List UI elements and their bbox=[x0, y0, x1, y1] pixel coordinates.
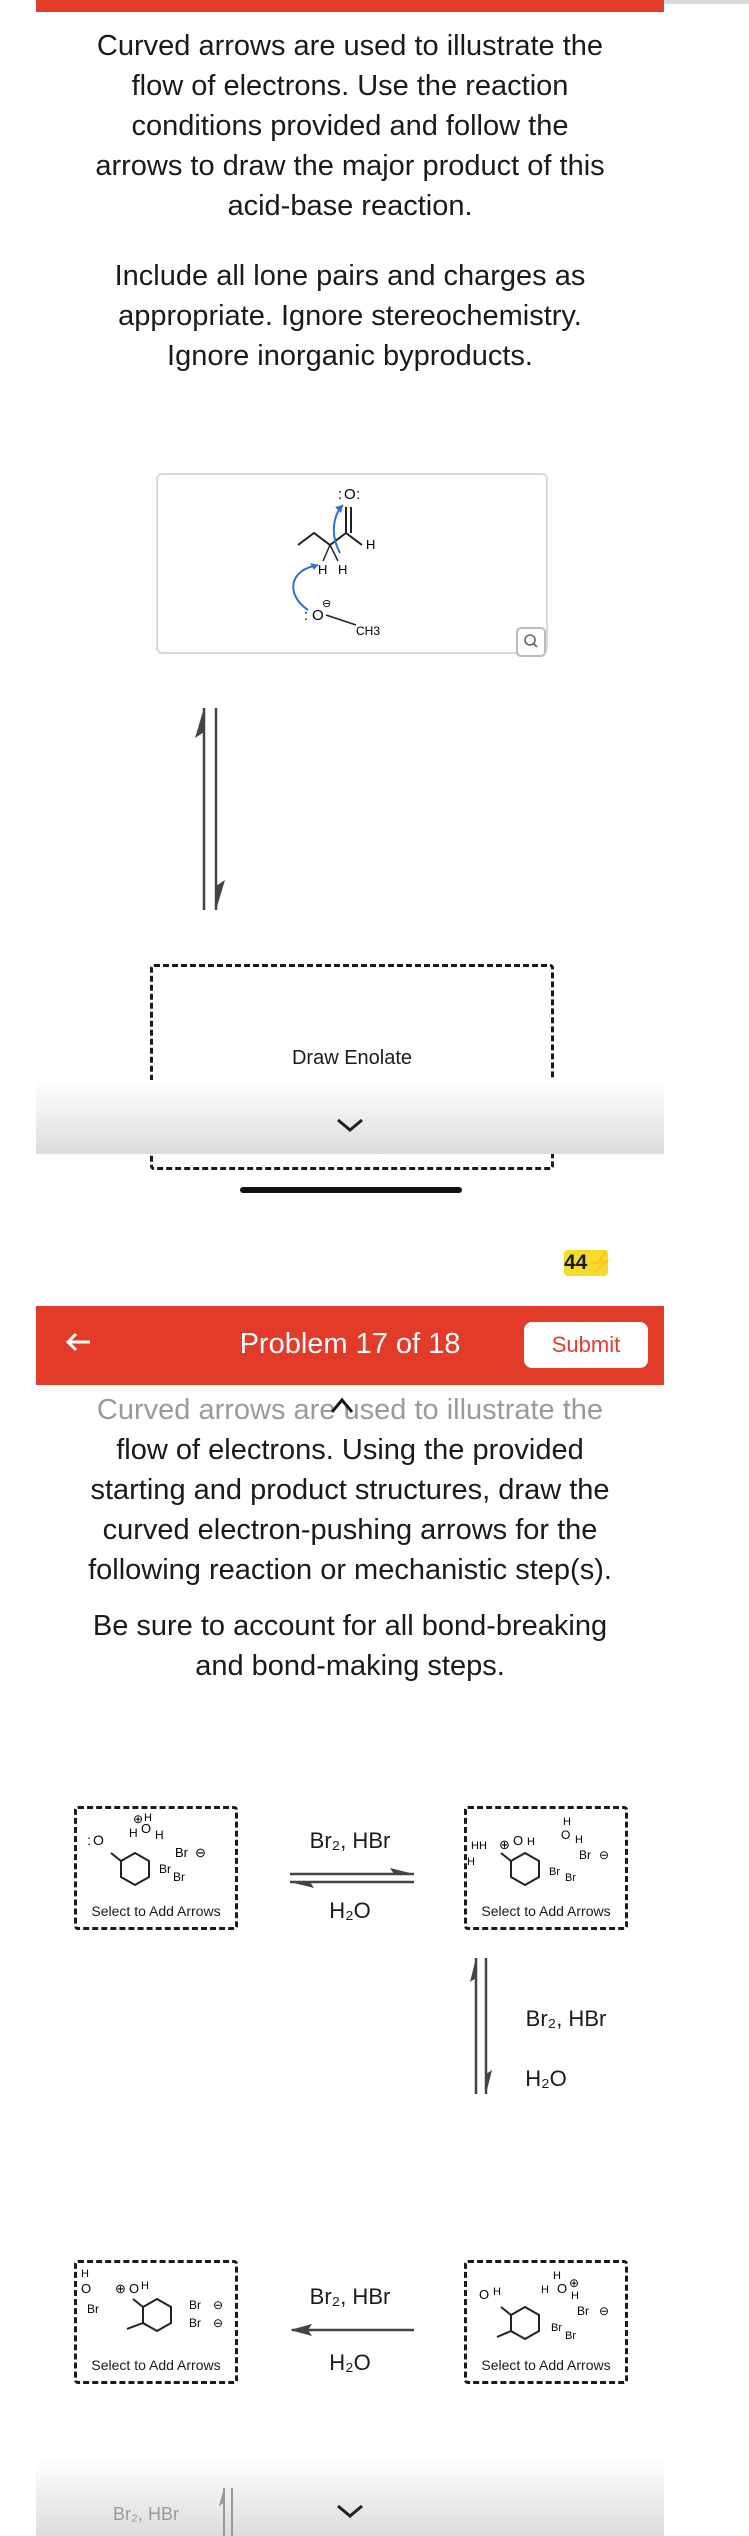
question-text: Curved arrows are used to illustrate the flow of electrons. Use the reaction conditions provided and follow the arrows to draw the major product of this acid-base reaction. bbox=[95, 30, 605, 222]
step4-hydronium-h2: H bbox=[541, 2284, 549, 2296]
step1-select-label: Select to Add Arrows bbox=[91, 1903, 221, 1919]
methoxide-charge: ⊖ bbox=[322, 598, 332, 610]
step4-hydronium-h3: H bbox=[571, 2290, 579, 2302]
arrow-left-icon bbox=[58, 1322, 98, 1362]
step3-bromide-1-charge: ⊖ bbox=[213, 2298, 224, 2312]
step3-solvent: H₂O bbox=[329, 2350, 371, 2375]
step3-select-label: Select to Add Arrows bbox=[91, 2357, 221, 2373]
step2-reagent: Br₂, HBr bbox=[525, 2006, 607, 2031]
step2-bromide: Br bbox=[579, 1848, 591, 1862]
expand-caret[interactable] bbox=[326, 1392, 358, 1418]
step4-enol-h: H bbox=[493, 2286, 501, 2298]
step3-bromide-1: Br bbox=[189, 2298, 201, 2312]
top-edge bbox=[664, 0, 749, 4]
step2-bromine-1: Br bbox=[549, 1866, 560, 1878]
alpha-hydrogen-label-1: H bbox=[318, 562, 328, 577]
zoom-button[interactable] bbox=[516, 627, 546, 657]
step1-hydronium-h1: H bbox=[129, 1826, 138, 1840]
equilibrium-arrows-vertical bbox=[186, 698, 246, 920]
question-text-2: Curved arrows are used to illustrate the flow of electrons. Using the provided starting and product structures, draw the curved electron-pushing arrows for the following reaction or mechanistic step(s). bbox=[88, 1394, 612, 1586]
step2-h3: H bbox=[467, 1856, 475, 1868]
step2-solvent: H₂O bbox=[525, 2066, 567, 2091]
methyl-label: CH3 bbox=[356, 624, 381, 638]
step1-carbonyl-o: O bbox=[93, 1832, 104, 1848]
step3-bromide-2: Br bbox=[189, 2316, 201, 2330]
step2-oxonium-h: H bbox=[527, 1836, 535, 1848]
top-red-bar bbox=[36, 0, 664, 12]
step1-solvent: H₂O bbox=[329, 1898, 371, 1923]
step3-reagent: Br₂, HBr bbox=[309, 2284, 391, 2309]
step3-start-box[interactable] bbox=[464, 2260, 628, 2384]
methoxide-oxygen-label: O bbox=[312, 607, 324, 624]
step1-bromide: Br bbox=[175, 1845, 188, 1860]
points-badge: 44⚡ bbox=[564, 1251, 614, 1274]
submit-button[interactable]: Submit bbox=[524, 1322, 648, 1368]
scroll-down-chevron[interactable] bbox=[334, 1114, 366, 1136]
step2-equilibrium-arrows bbox=[462, 1952, 502, 2100]
step1-product-box[interactable] bbox=[464, 1806, 628, 1930]
step2-bromide-charge: ⊖ bbox=[599, 1848, 610, 1862]
step3-product-box[interactable] bbox=[74, 2260, 238, 2384]
instruction-text-2: Be sure to account for all bond-breaking and bond-making steps. bbox=[92, 1610, 608, 1682]
step1-bromide-charge: ⊖ bbox=[195, 1845, 206, 1860]
carbonyl-lone-pair-right: : bbox=[356, 486, 361, 503]
starting-material-structure bbox=[158, 475, 546, 652]
step1-bromine-2: Br bbox=[173, 1870, 185, 1884]
step3-hydroxyl-h: H bbox=[81, 2268, 89, 2280]
step3-hydronium-charge: ⊕ bbox=[115, 2281, 126, 2296]
partial-equilibrium-arrows bbox=[212, 2484, 246, 2536]
alpha-hydrogen-label-2: H bbox=[338, 562, 348, 577]
step4-bromide-charge: ⊖ bbox=[599, 2304, 610, 2318]
step3-hydroxyl-o: O bbox=[81, 2281, 92, 2296]
step1-start-structure bbox=[77, 1809, 235, 1901]
step2-water-h1: H bbox=[563, 1816, 571, 1828]
methoxide-lone-pair: : bbox=[304, 607, 309, 624]
step4-bromide: Br bbox=[577, 2304, 589, 2318]
back-button[interactable] bbox=[58, 1322, 98, 1362]
carbonyl-lone-pair-left: : bbox=[338, 486, 343, 503]
right-margin bbox=[664, 0, 749, 2536]
step3-product-structure bbox=[77, 2263, 235, 2355]
step3-reaction-arrow bbox=[286, 2322, 418, 2338]
step1-product-structure bbox=[467, 1809, 625, 1901]
step4-enol-o: O bbox=[479, 2287, 490, 2302]
starting-material-box[interactable] bbox=[156, 473, 548, 654]
aldehyde-hydrogen-label: H bbox=[366, 537, 376, 552]
step1-product-select-label: Select to Add Arrows bbox=[481, 1903, 611, 1919]
instruction-text: Include all lone pairs and charges as appropriate. Ignore stereochemistry. Ignore inorganic byproducts. bbox=[114, 260, 586, 372]
home-indicator bbox=[240, 1187, 462, 1193]
step2-bromine-2: Br bbox=[565, 1872, 576, 1884]
step1-hydronium-h2: H bbox=[144, 1812, 152, 1824]
step2-oxonium-o: O bbox=[513, 1833, 524, 1848]
step2-h1: H bbox=[471, 1840, 479, 1852]
step3-hydronium-o: O bbox=[129, 2281, 140, 2296]
step1-o-lone-pair: : bbox=[87, 1832, 91, 1848]
step2-oxonium-charge: ⊕ bbox=[499, 1837, 510, 1852]
step3-hydronium-h: H bbox=[141, 2280, 149, 2292]
step4-bromine-1: Br bbox=[551, 2322, 562, 2334]
magnifier-icon bbox=[518, 629, 544, 655]
step4-bromine-2: Br bbox=[565, 2330, 576, 2342]
step1-start-box[interactable] bbox=[74, 1806, 238, 1930]
draw-enolate-label: Draw Enolate bbox=[291, 1047, 413, 1069]
step3-bromide-2-charge: ⊖ bbox=[213, 2316, 224, 2330]
step4-hydronium-h1: H bbox=[553, 2270, 561, 2282]
partial-reagent-label: Br₂, HBr bbox=[113, 2504, 179, 2524]
step3-alpha-bromine: Br bbox=[87, 2302, 99, 2316]
scroll-down-chevron-2[interactable] bbox=[334, 2500, 366, 2522]
step4-hydronium-o: O bbox=[557, 2281, 568, 2296]
step1-hydronium-charge: ⊕ bbox=[133, 1812, 144, 1826]
carbonyl-oxygen-label: O bbox=[344, 486, 356, 503]
step2-water-o: O bbox=[561, 1828, 571, 1842]
problem-title: Problem 17 of 18 bbox=[239, 1328, 461, 1360]
step1-hydronium-o: O bbox=[141, 1821, 152, 1836]
step4-hydronium-charge: ⊕ bbox=[569, 2276, 580, 2290]
step1-equilibrium-arrows bbox=[286, 1866, 418, 1890]
step2-h2: H bbox=[479, 1840, 487, 1852]
step1-reagent: Br₂, HBr bbox=[309, 1828, 391, 1853]
left-margin bbox=[0, 0, 36, 2536]
step1-bromine-1: Br bbox=[159, 1862, 171, 1876]
step3-start-select-label: Select to Add Arrows bbox=[481, 2357, 611, 2373]
step3-start-structure bbox=[467, 2263, 625, 2355]
step1-hydronium-h3: H bbox=[155, 1828, 164, 1842]
step2-water-h2: H bbox=[575, 1834, 583, 1846]
